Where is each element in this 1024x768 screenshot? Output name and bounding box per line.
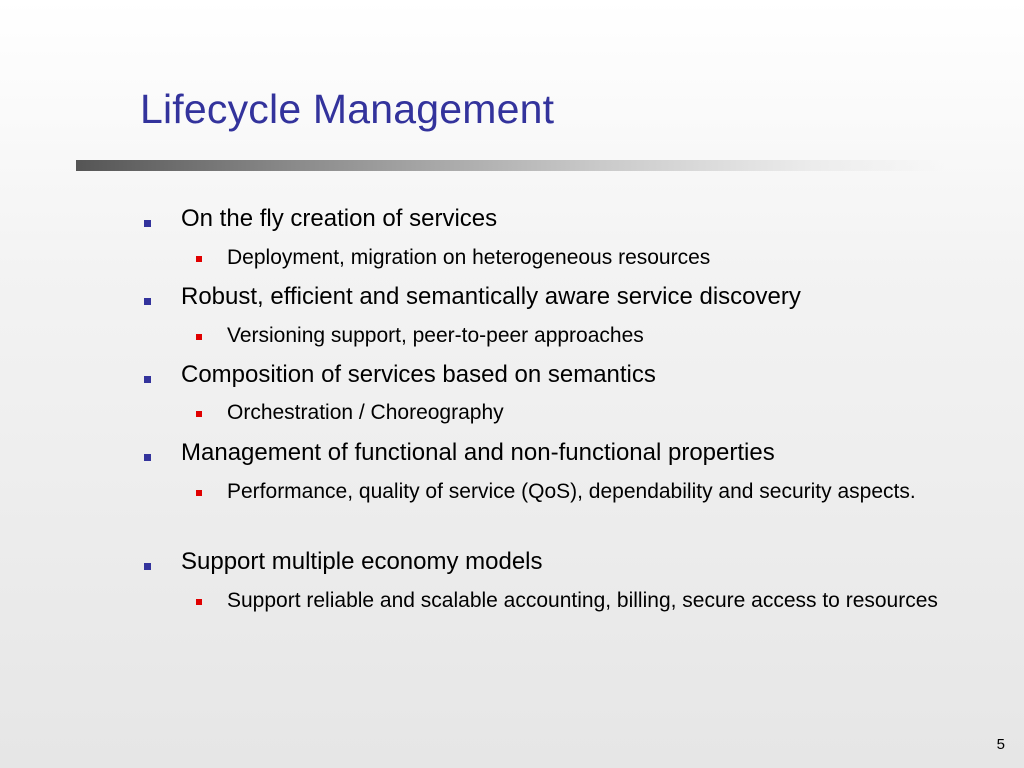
sub-bullet-text: Deployment, migration on heterogeneous resources xyxy=(227,246,711,269)
bullet-marker xyxy=(144,376,151,383)
title-divider xyxy=(76,160,944,171)
sub-bullet-marker xyxy=(196,256,202,262)
bullet-marker xyxy=(144,563,151,570)
sub-bullet-text: Versioning support, peer-to-peer approaches xyxy=(227,324,644,347)
bullet-text: Composition of services based on semantics xyxy=(181,361,656,388)
sub-bullet-text: Orchestration / Choreography xyxy=(227,401,504,424)
bullet-marker xyxy=(144,454,151,461)
page-number: 5 xyxy=(996,736,1005,753)
sub-bullet-text: Support reliable and scalable accounting, billing, secure access to resources xyxy=(227,589,938,612)
bullet-text: Management of functional and non-functional properties xyxy=(181,439,775,466)
bullet-text: Support multiple economy models xyxy=(181,548,543,575)
sub-bullet-marker xyxy=(196,490,202,496)
bullet-marker xyxy=(144,298,151,305)
bullet-text: On the fly creation of services xyxy=(181,205,498,232)
sub-bullet-marker xyxy=(196,411,202,417)
sub-bullet-marker xyxy=(196,334,202,340)
bullet-marker xyxy=(144,220,151,227)
slide-title: Lifecycle Management xyxy=(140,86,555,132)
bullet-text: Robust, efficient and semantically aware service discovery xyxy=(181,283,801,310)
sub-bullet-marker xyxy=(196,599,202,605)
sub-bullet-text: Performance, quality of service (QoS), dependability and security aspects. xyxy=(227,480,916,503)
